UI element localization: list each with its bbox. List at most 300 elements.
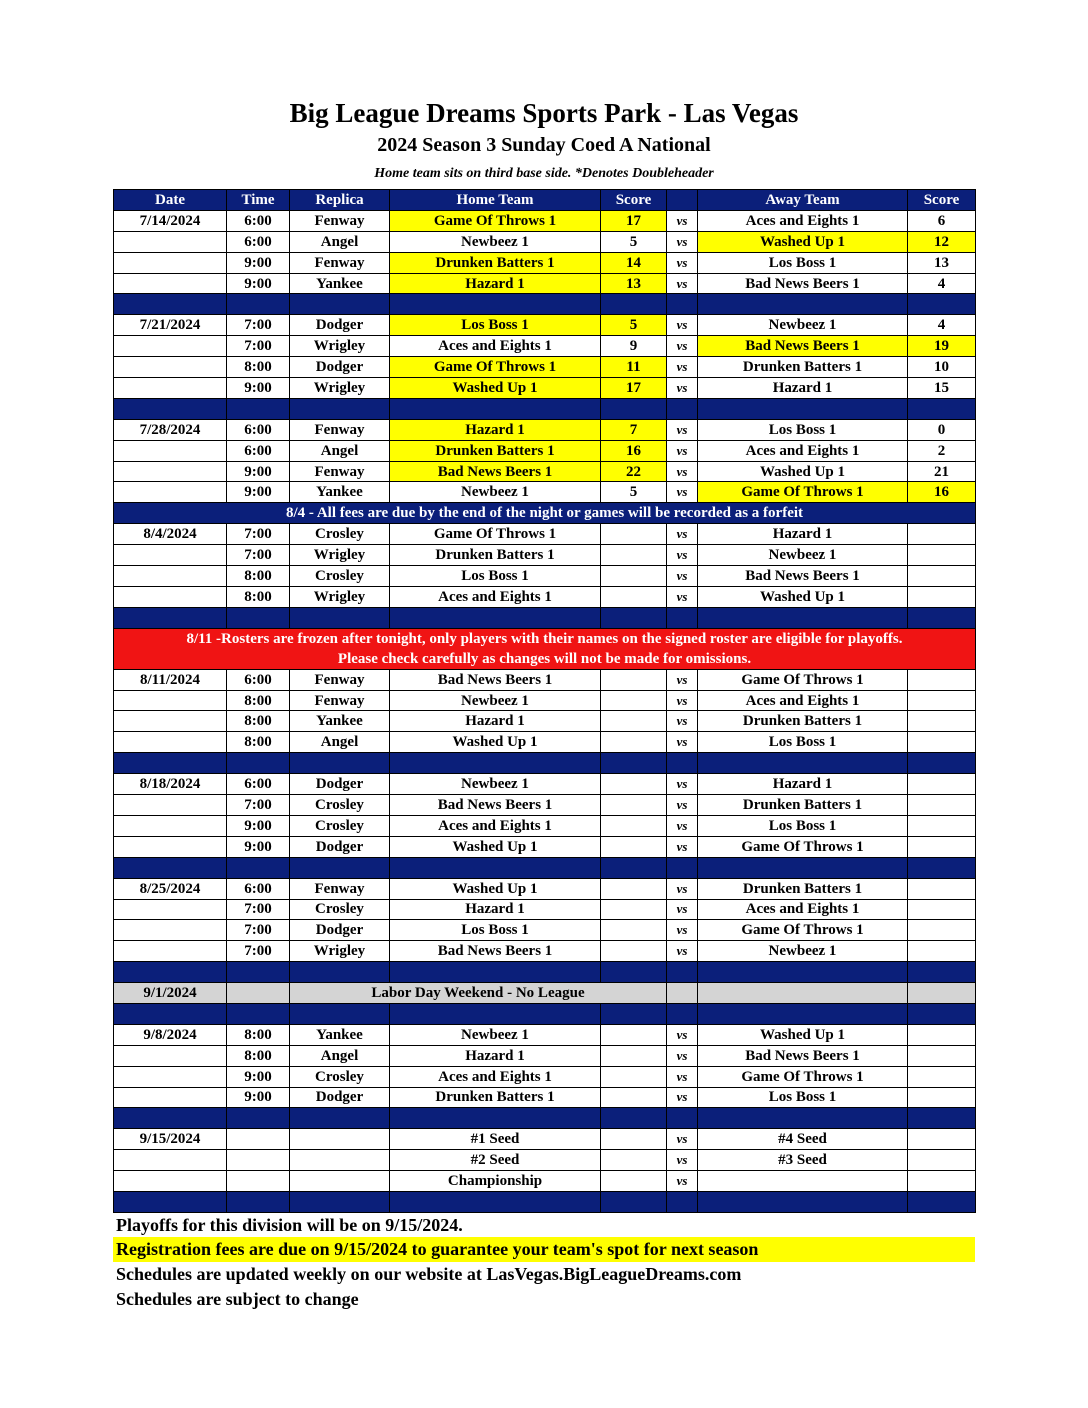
away-team: Drunken Batters 1 xyxy=(698,711,908,732)
away-team: Aces and Eights 1 xyxy=(698,210,908,231)
home-team: Los Boss 1 xyxy=(390,920,601,941)
game-row xyxy=(114,482,976,503)
game-date xyxy=(114,836,227,857)
home-score: 9 xyxy=(601,336,667,357)
replica-field: Crosley xyxy=(290,795,390,816)
home-team: Bad News Beers 1 xyxy=(390,941,601,962)
away-team: Los Boss 1 xyxy=(698,252,908,273)
separator-cell xyxy=(698,1108,908,1129)
home-team: Game Of Throws 1 xyxy=(390,210,601,231)
vs-label: vs xyxy=(667,357,698,378)
separator-cell xyxy=(390,1108,601,1129)
empty-cell xyxy=(908,983,976,1004)
separator-cell xyxy=(390,607,601,628)
away-score: 4 xyxy=(908,273,976,294)
registration-note: Registration fees are due on 9/15/2024 to guarantee your team's spot for next season xyxy=(113,1237,975,1262)
away-score xyxy=(908,899,976,920)
away-score: 4 xyxy=(908,315,976,336)
away-score xyxy=(908,524,976,545)
separator-cell xyxy=(667,398,698,419)
game-row xyxy=(114,524,976,545)
vs-label: vs xyxy=(667,1129,698,1150)
home-team: Bad News Beers 1 xyxy=(390,461,601,482)
separator-cell xyxy=(390,857,601,878)
separator-cell xyxy=(601,294,667,315)
replica-field: Wrigley xyxy=(290,586,390,607)
separator-cell xyxy=(390,398,601,419)
replica-field: Crosley xyxy=(290,566,390,587)
week-separator xyxy=(114,398,976,419)
game-row xyxy=(114,419,976,440)
replica-field: Yankee xyxy=(290,711,390,732)
home-score xyxy=(601,669,667,690)
table-header xyxy=(114,190,976,211)
separator-cell xyxy=(290,398,390,419)
separator-cell xyxy=(390,753,601,774)
separator-cell xyxy=(698,962,908,983)
separator-cell xyxy=(908,962,976,983)
away-team: Washed Up 1 xyxy=(698,1024,908,1045)
game-row xyxy=(114,899,976,920)
home-team-note: Home team sits on third base side. *Denotes Doubleheader xyxy=(374,166,714,181)
away-team: Los Boss 1 xyxy=(698,1087,908,1108)
separator-cell xyxy=(908,607,976,628)
game-row xyxy=(114,357,976,378)
separator-cell xyxy=(290,1003,390,1024)
game-row xyxy=(114,252,976,273)
game-date xyxy=(114,378,227,399)
replica-field: Fenway xyxy=(290,252,390,273)
playoffs-note: Playoffs for this division will be on 9/15/2024. xyxy=(116,1215,463,1235)
home-team: #1 Seed xyxy=(390,1129,601,1150)
col-date: Date xyxy=(114,190,227,211)
replica-field: Crosley xyxy=(290,1066,390,1087)
game-time: 6:00 xyxy=(227,774,290,795)
game-time: 9:00 xyxy=(227,815,290,836)
game-time xyxy=(227,1150,290,1171)
game-date xyxy=(114,461,227,482)
home-score: 16 xyxy=(601,440,667,461)
home-score xyxy=(601,524,667,545)
game-time: 9:00 xyxy=(227,461,290,482)
away-team xyxy=(698,1171,908,1192)
separator-cell xyxy=(390,962,601,983)
game-row xyxy=(114,566,976,587)
game-row xyxy=(114,461,976,482)
game-row xyxy=(114,690,976,711)
game-date xyxy=(114,690,227,711)
game-time: 8:00 xyxy=(227,357,290,378)
separator-cell xyxy=(114,294,227,315)
replica-field: Dodger xyxy=(290,920,390,941)
col-vs xyxy=(667,190,698,211)
home-team: Washed Up 1 xyxy=(390,378,601,399)
home-score: 11 xyxy=(601,357,667,378)
away-team: Hazard 1 xyxy=(698,378,908,399)
separator-cell xyxy=(114,1191,227,1212)
game-time: 7:00 xyxy=(227,315,290,336)
game-time: 9:00 xyxy=(227,1087,290,1108)
vs-label: vs xyxy=(667,669,698,690)
page-title: Big League Dreams Sports Park - Las Vegas xyxy=(289,98,799,128)
away-score xyxy=(908,711,976,732)
game-time: 7:00 xyxy=(227,545,290,566)
home-team: Aces and Eights 1 xyxy=(390,586,601,607)
vs-label: vs xyxy=(667,231,698,252)
vs-label: vs xyxy=(667,482,698,503)
game-row xyxy=(114,273,976,294)
home-team: Washed Up 1 xyxy=(390,836,601,857)
away-score xyxy=(908,690,976,711)
separator-cell xyxy=(908,753,976,774)
replica-field: Fenway xyxy=(290,878,390,899)
home-team: Los Boss 1 xyxy=(390,566,601,587)
separator-cell xyxy=(908,398,976,419)
separator-cell xyxy=(227,753,290,774)
game-date: 7/28/2024 xyxy=(114,419,227,440)
col-replica: Replica xyxy=(290,190,390,211)
game-date xyxy=(114,545,227,566)
separator-cell xyxy=(698,1191,908,1212)
separator-cell xyxy=(908,1003,976,1024)
away-team: Game Of Throws 1 xyxy=(698,669,908,690)
website-note: Schedules are updated weekly on our website at LasVegas.BigLeagueDreams.com xyxy=(116,1264,742,1284)
home-team: Drunken Batters 1 xyxy=(390,252,601,273)
game-row xyxy=(114,1087,976,1108)
home-score: 5 xyxy=(601,315,667,336)
game-row xyxy=(114,920,976,941)
vs-label: vs xyxy=(667,1171,698,1192)
game-time: 6:00 xyxy=(227,440,290,461)
col-time: Time xyxy=(227,190,290,211)
game-row xyxy=(114,336,976,357)
replica-field: Angel xyxy=(290,1045,390,1066)
home-score xyxy=(601,586,667,607)
home-team: Washed Up 1 xyxy=(390,732,601,753)
away-score xyxy=(908,1150,976,1171)
vs-label: vs xyxy=(667,774,698,795)
separator-cell xyxy=(667,962,698,983)
home-team: Hazard 1 xyxy=(390,419,601,440)
game-date xyxy=(114,1066,227,1087)
game-time: 8:00 xyxy=(227,732,290,753)
home-team: Drunken Batters 1 xyxy=(390,1087,601,1108)
home-team: Hazard 1 xyxy=(390,711,601,732)
vs-label: vs xyxy=(667,690,698,711)
game-time xyxy=(227,1129,290,1150)
home-score xyxy=(601,795,667,816)
game-time: 7:00 xyxy=(227,795,290,816)
home-team: Aces and Eights 1 xyxy=(390,1066,601,1087)
home-score xyxy=(601,899,667,920)
game-date xyxy=(114,732,227,753)
separator-cell xyxy=(667,1191,698,1212)
week-separator xyxy=(114,1191,976,1212)
game-date xyxy=(114,941,227,962)
away-score: 19 xyxy=(908,336,976,357)
week-separator xyxy=(114,1108,976,1129)
separator-cell xyxy=(667,1003,698,1024)
away-team: Drunken Batters 1 xyxy=(698,795,908,816)
game-time: 6:00 xyxy=(227,669,290,690)
replica-field: Dodger xyxy=(290,1087,390,1108)
home-score xyxy=(601,1129,667,1150)
replica-field: Yankee xyxy=(290,1024,390,1045)
game-date xyxy=(114,273,227,294)
separator-cell xyxy=(601,607,667,628)
away-team: Hazard 1 xyxy=(698,774,908,795)
home-score: 17 xyxy=(601,378,667,399)
game-time: 6:00 xyxy=(227,231,290,252)
game-time: 7:00 xyxy=(227,920,290,941)
vs-label: vs xyxy=(667,1024,698,1045)
home-score: 17 xyxy=(601,210,667,231)
vs-label: vs xyxy=(667,941,698,962)
separator-cell xyxy=(908,1191,976,1212)
away-score xyxy=(908,545,976,566)
game-row xyxy=(114,1129,976,1150)
game-date xyxy=(114,231,227,252)
replica-field: Crosley xyxy=(290,899,390,920)
vs-label: vs xyxy=(667,795,698,816)
game-row xyxy=(114,795,976,816)
home-score xyxy=(601,545,667,566)
game-date xyxy=(114,336,227,357)
separator-cell xyxy=(667,1108,698,1129)
vs-label: vs xyxy=(667,1066,698,1087)
vs-label: vs xyxy=(667,315,698,336)
game-row xyxy=(114,711,976,732)
vs-label: vs xyxy=(667,210,698,231)
game-date xyxy=(114,357,227,378)
away-team: Game Of Throws 1 xyxy=(698,836,908,857)
game-date xyxy=(114,920,227,941)
home-team: Hazard 1 xyxy=(390,273,601,294)
replica-field: Crosley xyxy=(290,524,390,545)
separator-cell xyxy=(290,962,390,983)
away-score xyxy=(908,836,976,857)
vs-label: vs xyxy=(667,899,698,920)
empty-cell xyxy=(698,983,908,1004)
game-row xyxy=(114,545,976,566)
home-score: 14 xyxy=(601,252,667,273)
empty-cell xyxy=(667,983,698,1004)
separator-cell xyxy=(698,857,908,878)
away-team: Los Boss 1 xyxy=(698,815,908,836)
away-score: 15 xyxy=(908,378,976,399)
away-score xyxy=(908,1087,976,1108)
home-team: Bad News Beers 1 xyxy=(390,669,601,690)
game-time xyxy=(227,1171,290,1192)
separator-cell xyxy=(667,294,698,315)
away-score xyxy=(908,941,976,962)
away-score: 10 xyxy=(908,357,976,378)
game-date: 9/15/2024 xyxy=(114,1129,227,1150)
roster-alert-line1: 8/11 -Rosters are frozen after tonight, only players with their names on the signed roster are eligible for playoffs. xyxy=(186,630,903,647)
game-row xyxy=(114,231,976,252)
home-score xyxy=(601,774,667,795)
week-separator xyxy=(114,962,976,983)
away-team: Drunken Batters 1 xyxy=(698,878,908,899)
separator-cell xyxy=(908,857,976,878)
away-team: Aces and Eights 1 xyxy=(698,440,908,461)
replica-field: Wrigley xyxy=(290,545,390,566)
home-team: Washed Up 1 xyxy=(390,878,601,899)
replica-field: Fenway xyxy=(290,669,390,690)
game-time: 6:00 xyxy=(227,210,290,231)
home-team: Game Of Throws 1 xyxy=(390,357,601,378)
away-score xyxy=(908,1066,976,1087)
game-row xyxy=(114,941,976,962)
away-team: Washed Up 1 xyxy=(698,461,908,482)
separator-cell xyxy=(114,962,227,983)
game-date xyxy=(114,1045,227,1066)
vs-label: vs xyxy=(667,1087,698,1108)
separator-cell xyxy=(601,1191,667,1212)
away-team: Los Boss 1 xyxy=(698,419,908,440)
away-team: Washed Up 1 xyxy=(698,231,908,252)
game-date xyxy=(114,711,227,732)
away-score xyxy=(908,586,976,607)
vs-label: vs xyxy=(667,878,698,899)
away-score xyxy=(908,878,976,899)
game-date xyxy=(114,1171,227,1192)
away-team: Washed Up 1 xyxy=(698,586,908,607)
replica-field: Dodger xyxy=(290,774,390,795)
away-score xyxy=(908,566,976,587)
replica-field: Dodger xyxy=(290,315,390,336)
separator-cell xyxy=(114,1003,227,1024)
vs-label: vs xyxy=(667,378,698,399)
game-row xyxy=(114,378,976,399)
away-team: Newbeez 1 xyxy=(698,315,908,336)
game-time: 9:00 xyxy=(227,1066,290,1087)
col-home-team: Home Team xyxy=(390,190,601,211)
replica-field: Crosley xyxy=(290,815,390,836)
game-row xyxy=(114,1066,976,1087)
vs-label: vs xyxy=(667,252,698,273)
replica-field: Wrigley xyxy=(290,941,390,962)
game-date: 9/1/2024 xyxy=(114,983,227,1004)
game-time: 8:00 xyxy=(227,1024,290,1045)
week-separator xyxy=(114,753,976,774)
col-home-score: Score xyxy=(601,190,667,211)
vs-label: vs xyxy=(667,419,698,440)
empty-cell xyxy=(227,983,290,1004)
home-team: Aces and Eights 1 xyxy=(390,815,601,836)
separator-cell xyxy=(290,1108,390,1129)
game-row xyxy=(114,210,976,231)
home-team: Hazard 1 xyxy=(390,1045,601,1066)
fee-notice-row xyxy=(114,503,976,524)
game-row xyxy=(114,586,976,607)
separator-cell xyxy=(698,294,908,315)
vs-label: vs xyxy=(667,920,698,941)
home-score xyxy=(601,1066,667,1087)
home-score xyxy=(601,1150,667,1171)
vs-label: vs xyxy=(667,586,698,607)
week-separator xyxy=(114,607,976,628)
separator-cell xyxy=(227,1191,290,1212)
week-separator xyxy=(114,1003,976,1024)
col-away-team: Away Team xyxy=(698,190,908,211)
separator-cell xyxy=(601,962,667,983)
home-team: Newbeez 1 xyxy=(390,1024,601,1045)
replica-field: Fenway xyxy=(290,210,390,231)
home-team: Los Boss 1 xyxy=(390,315,601,336)
replica-field: Dodger xyxy=(290,836,390,857)
separator-cell xyxy=(227,607,290,628)
game-row xyxy=(114,774,976,795)
replica-field: Angel xyxy=(290,231,390,252)
roster-alert-row xyxy=(114,628,976,669)
home-team: Newbeez 1 xyxy=(390,774,601,795)
home-team: Aces and Eights 1 xyxy=(390,336,601,357)
roster-alert xyxy=(114,628,976,669)
separator-cell xyxy=(667,857,698,878)
home-team: Drunken Batters 1 xyxy=(390,440,601,461)
replica-field xyxy=(290,1171,390,1192)
separator-cell xyxy=(114,1108,227,1129)
home-team: Championship xyxy=(390,1171,601,1192)
season-subtitle: 2024 Season 3 Sunday Coed A National xyxy=(377,134,711,156)
separator-cell xyxy=(290,1191,390,1212)
away-team: Hazard 1 xyxy=(698,524,908,545)
separator-cell xyxy=(227,857,290,878)
away-score xyxy=(908,1171,976,1192)
game-row xyxy=(114,836,976,857)
replica-field xyxy=(290,1129,390,1150)
replica-field: Wrigley xyxy=(290,378,390,399)
away-team: Bad News Beers 1 xyxy=(698,336,908,357)
separator-cell xyxy=(908,294,976,315)
separator-cell xyxy=(114,607,227,628)
week-separator xyxy=(114,294,976,315)
away-score: 13 xyxy=(908,252,976,273)
vs-label: vs xyxy=(667,273,698,294)
separator-cell xyxy=(601,857,667,878)
separator-cell xyxy=(698,1003,908,1024)
home-score xyxy=(601,836,667,857)
game-date: 8/4/2024 xyxy=(114,524,227,545)
game-time: 8:00 xyxy=(227,586,290,607)
game-time: 9:00 xyxy=(227,482,290,503)
separator-cell xyxy=(114,857,227,878)
separator-cell xyxy=(114,398,227,419)
game-date: 8/18/2024 xyxy=(114,774,227,795)
home-score xyxy=(601,732,667,753)
game-time: 7:00 xyxy=(227,899,290,920)
separator-cell xyxy=(390,1191,601,1212)
home-score: 5 xyxy=(601,482,667,503)
vs-label: vs xyxy=(667,524,698,545)
away-score xyxy=(908,774,976,795)
away-team: Aces and Eights 1 xyxy=(698,690,908,711)
separator-cell xyxy=(667,607,698,628)
game-date: 7/14/2024 xyxy=(114,210,227,231)
game-row xyxy=(114,1045,976,1066)
home-score xyxy=(601,711,667,732)
home-score xyxy=(601,1087,667,1108)
game-row xyxy=(114,1150,976,1171)
home-team: Hazard 1 xyxy=(390,899,601,920)
vs-label: vs xyxy=(667,461,698,482)
game-time: 8:00 xyxy=(227,566,290,587)
replica-field: Wrigley xyxy=(290,336,390,357)
away-team: Game Of Throws 1 xyxy=(698,482,908,503)
game-date xyxy=(114,482,227,503)
game-time: 7:00 xyxy=(227,941,290,962)
